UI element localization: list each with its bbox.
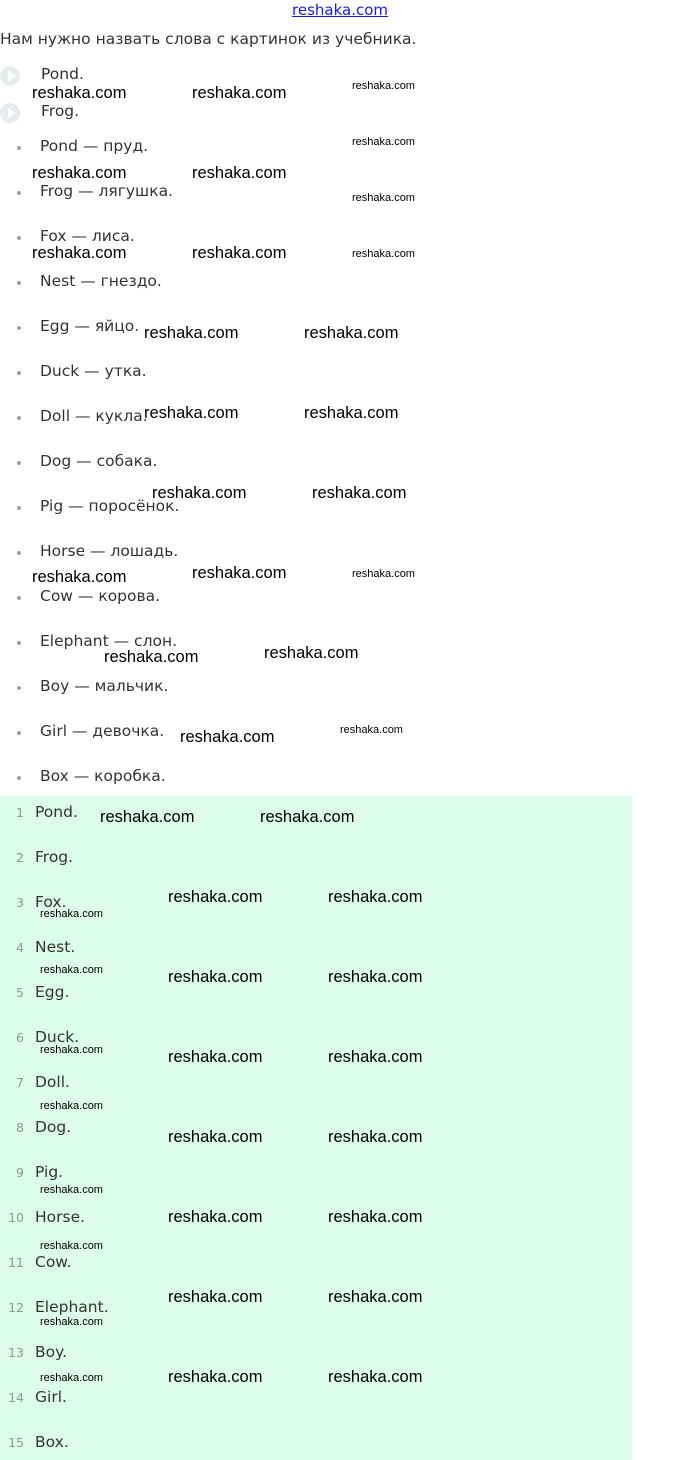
watermark: reshaka.com: [260, 808, 355, 826]
watermark: reshaka.com: [40, 964, 103, 976]
vocab-text: Egg — яйцо.: [40, 317, 140, 335]
watermark: reshaka.com: [340, 724, 403, 736]
watermark: reshaka.com: [304, 404, 399, 422]
watermark: reshaka.com: [168, 968, 263, 986]
watermark: reshaka.com: [32, 568, 127, 586]
answer-word: Doll.: [35, 1073, 70, 1091]
answer-number: 5: [16, 985, 24, 1000]
answer-number: 4: [16, 940, 24, 955]
answer-number: 6: [16, 1030, 24, 1045]
answer-word: Fox.: [35, 893, 67, 911]
vocab-text: Horse — лошадь.: [40, 542, 179, 560]
vocab-text: Elephant — слон.: [40, 632, 178, 650]
watermark: reshaka.com: [144, 404, 239, 422]
vocab-text: Pond — пруд.: [40, 137, 149, 155]
answer-box: [0, 796, 632, 1460]
answer-number: 7: [16, 1075, 24, 1090]
watermark: reshaka.com: [192, 84, 287, 102]
watermark: reshaka.com: [328, 1208, 423, 1226]
watermark: reshaka.com: [328, 1048, 423, 1066]
answer-number: 8: [16, 1120, 24, 1135]
watermark: reshaka.com: [144, 324, 239, 342]
answer-word: Cow.: [35, 1253, 72, 1271]
answer-word: Boy.: [35, 1343, 68, 1361]
watermark: reshaka.com: [40, 1240, 103, 1252]
answer-word: Egg.: [35, 983, 70, 1001]
watermark: reshaka.com: [40, 1316, 103, 1328]
watermark: reshaka.com: [40, 1100, 103, 1112]
answer-number: 11: [8, 1255, 24, 1270]
vocab-text: Box — коробка.: [40, 767, 166, 785]
play-icon[interactable]: [0, 66, 20, 86]
watermark: reshaka.com: [264, 644, 359, 662]
watermark: reshaka.com: [192, 244, 287, 262]
watermark: reshaka.com: [152, 484, 247, 502]
answer-word: Girl.: [35, 1388, 67, 1406]
answer-word: Horse.: [35, 1208, 86, 1226]
bullet-icon: [17, 326, 21, 330]
bullet-icon: [17, 686, 21, 690]
bullet-icon: [17, 371, 21, 375]
watermark: reshaka.com: [312, 484, 407, 502]
bullet-icon: [17, 776, 21, 780]
bullet-icon: [17, 461, 21, 465]
vocab-text: Doll — кукла.: [40, 407, 148, 425]
watermark: reshaka.com: [32, 164, 127, 182]
bullet-icon: [17, 281, 21, 285]
answer-number: 10: [8, 1210, 24, 1225]
watermark: reshaka.com: [40, 908, 103, 920]
watermark: reshaka.com: [352, 80, 415, 92]
bullet-icon: [17, 236, 21, 240]
watermark: reshaka.com: [352, 136, 415, 148]
answer-word: Nest.: [35, 938, 76, 956]
watermark: reshaka.com: [352, 568, 415, 580]
watermark: reshaka.com: [168, 888, 263, 906]
answer-number: 3: [16, 895, 24, 910]
bullet-icon: [17, 191, 21, 195]
watermark: reshaka.com: [32, 244, 127, 262]
watermark: reshaka.com: [328, 888, 423, 906]
bullet-icon: [17, 146, 21, 150]
bullet-icon: [17, 506, 21, 510]
answer-word: Dog.: [35, 1118, 72, 1136]
watermark: reshaka.com: [304, 324, 399, 342]
bullet-icon: [17, 641, 21, 645]
answer-number: 12: [8, 1300, 24, 1315]
vocab-text: Cow — корова.: [40, 587, 161, 605]
answer-number: 15: [8, 1435, 24, 1450]
vocab-text: Frog — лягушка.: [40, 182, 174, 200]
watermark: reshaka.com: [328, 1128, 423, 1146]
play-icon[interactable]: [0, 103, 20, 123]
intro-text: Нам нужно назвать слова с картинок из учебника.: [0, 30, 417, 48]
answer-number: 9: [16, 1165, 24, 1180]
audio-label: Pond.: [41, 65, 84, 83]
answer-number: 2: [16, 850, 24, 865]
answer-word: Box.: [35, 1433, 69, 1451]
watermark: reshaka.com: [352, 248, 415, 260]
watermark: reshaka.com: [168, 1048, 263, 1066]
site-link[interactable]: reshaka.com: [292, 1, 388, 19]
watermark: reshaka.com: [40, 1184, 103, 1196]
watermark: reshaka.com: [352, 192, 415, 204]
watermark: reshaka.com: [168, 1368, 263, 1386]
watermark: reshaka.com: [168, 1288, 263, 1306]
watermark: reshaka.com: [328, 1288, 423, 1306]
watermark: reshaka.com: [168, 1128, 263, 1146]
audio-label: Frog.: [41, 102, 80, 120]
watermark: reshaka.com: [100, 808, 195, 826]
watermark: reshaka.com: [32, 84, 127, 102]
answer-word: Frog.: [35, 848, 74, 866]
answer-word: Pig.: [35, 1163, 64, 1181]
watermark: reshaka.com: [192, 564, 287, 582]
answer-number: 1: [16, 805, 24, 820]
bullet-icon: [17, 596, 21, 600]
bullet-icon: [17, 416, 21, 420]
watermark: reshaka.com: [180, 728, 275, 746]
answer-number: 14: [8, 1390, 24, 1405]
watermark: reshaka.com: [40, 1372, 103, 1384]
watermark: reshaka.com: [40, 1044, 103, 1056]
bullet-icon: [17, 731, 21, 735]
watermark: reshaka.com: [168, 1208, 263, 1226]
vocab-text: Nest — гнездо.: [40, 272, 162, 290]
vocab-text: Fox — лиса.: [40, 227, 135, 245]
watermark: reshaka.com: [192, 164, 287, 182]
watermark: reshaka.com: [104, 648, 199, 666]
bullet-icon: [17, 551, 21, 555]
watermark: reshaka.com: [328, 1368, 423, 1386]
answer-word: Elephant.: [35, 1298, 109, 1316]
vocab-text: Girl — девочка.: [40, 722, 165, 740]
answer-number: 13: [8, 1345, 24, 1360]
vocab-text: Pig — поросёнок.: [40, 497, 180, 515]
vocab-text: Boy — мальчик.: [40, 677, 169, 695]
vocab-text: Duck — утка.: [40, 362, 147, 380]
answer-word: Pond.: [35, 803, 78, 821]
answer-word: Duck.: [35, 1028, 80, 1046]
vocab-text: Dog — собака.: [40, 452, 158, 470]
watermark: reshaka.com: [328, 968, 423, 986]
